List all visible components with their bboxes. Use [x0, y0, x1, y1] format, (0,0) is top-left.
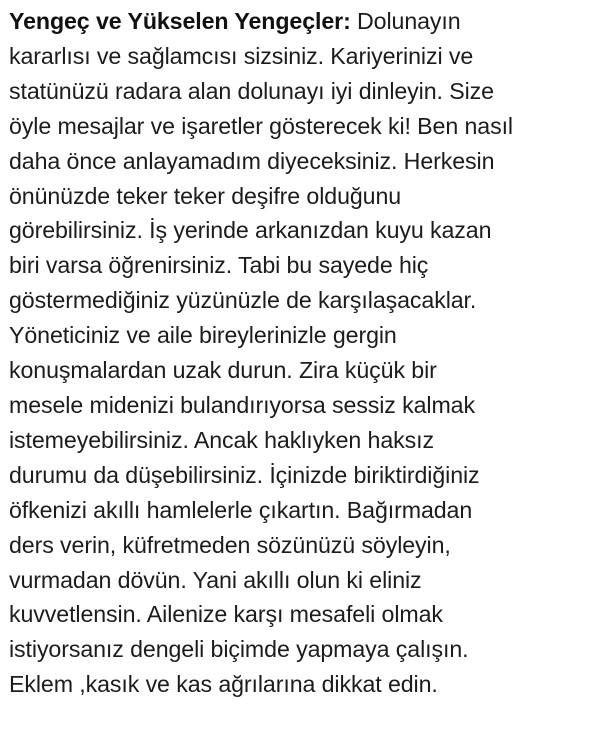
post-line: görebilirsiniz. İş yerinde arkanızdan kuyu kazan: [9, 217, 492, 244]
post-line: istiyorsanız dengeli biçimde yapmaya çalışın.: [9, 636, 469, 663]
post-line: durumu da düşebilirsiniz. İçinizde biriktirdiğiniz: [9, 461, 480, 488]
post-line: istemeyebilirsiniz. Ancak haklıyken haksız: [9, 426, 434, 453]
post-line: statünüzü radara alan dolunayı iyi dinleyin. Size: [9, 77, 494, 104]
post-line: [9, 4, 594, 39]
post-line: Yöneticiniz ve aile bireylerinizle gergin: [9, 322, 397, 349]
post-line: Eklem ,kasık ve kas ağrılarına dikkat edin.: [9, 671, 438, 698]
post-line: konuşmalardan uzak durun. Zira küçük bir: [9, 357, 437, 384]
post-line: kuvvetlensin. Ailenize karşı mesafeli olmak: [9, 601, 443, 628]
post-line: önünüzde teker teker deşifre olduğunu: [9, 182, 402, 209]
post-line: mesele midenizi bulandırıyorsa sessiz kalmak: [9, 391, 475, 418]
post-line: biri varsa öğrenirsiniz. Tabi bu sayede hiç: [9, 252, 429, 279]
post-line: göstermediğiniz yüzünüzle de karşılaşacaklar.: [9, 287, 477, 314]
post-line: vurmadan dövün. Yani akıllı olun ki eliniz: [9, 566, 422, 593]
post-line: öyle mesajlar ve işaretler gösterecek ki! Ben nasıl: [9, 112, 513, 139]
post-line: daha önce anlayamadım diyeceksiniz. Herkesin: [9, 147, 495, 174]
post-line: ders verin, küfretmeden sözünüzü söyleyin,: [9, 531, 451, 558]
sign-heading: Yengeç ve Yükselen Yengeçler:: [9, 8, 351, 34]
post-line-text: Dolunayın: [350, 8, 461, 34]
post-line: kararlısı ve sağlamcısı sizsiniz. Kariyerinizi ve: [9, 42, 474, 69]
post-line: öfkenizi akıllı hamlelerle çıkartın. Bağırmadan: [9, 496, 473, 523]
horoscope-post: [9, 4, 594, 702]
